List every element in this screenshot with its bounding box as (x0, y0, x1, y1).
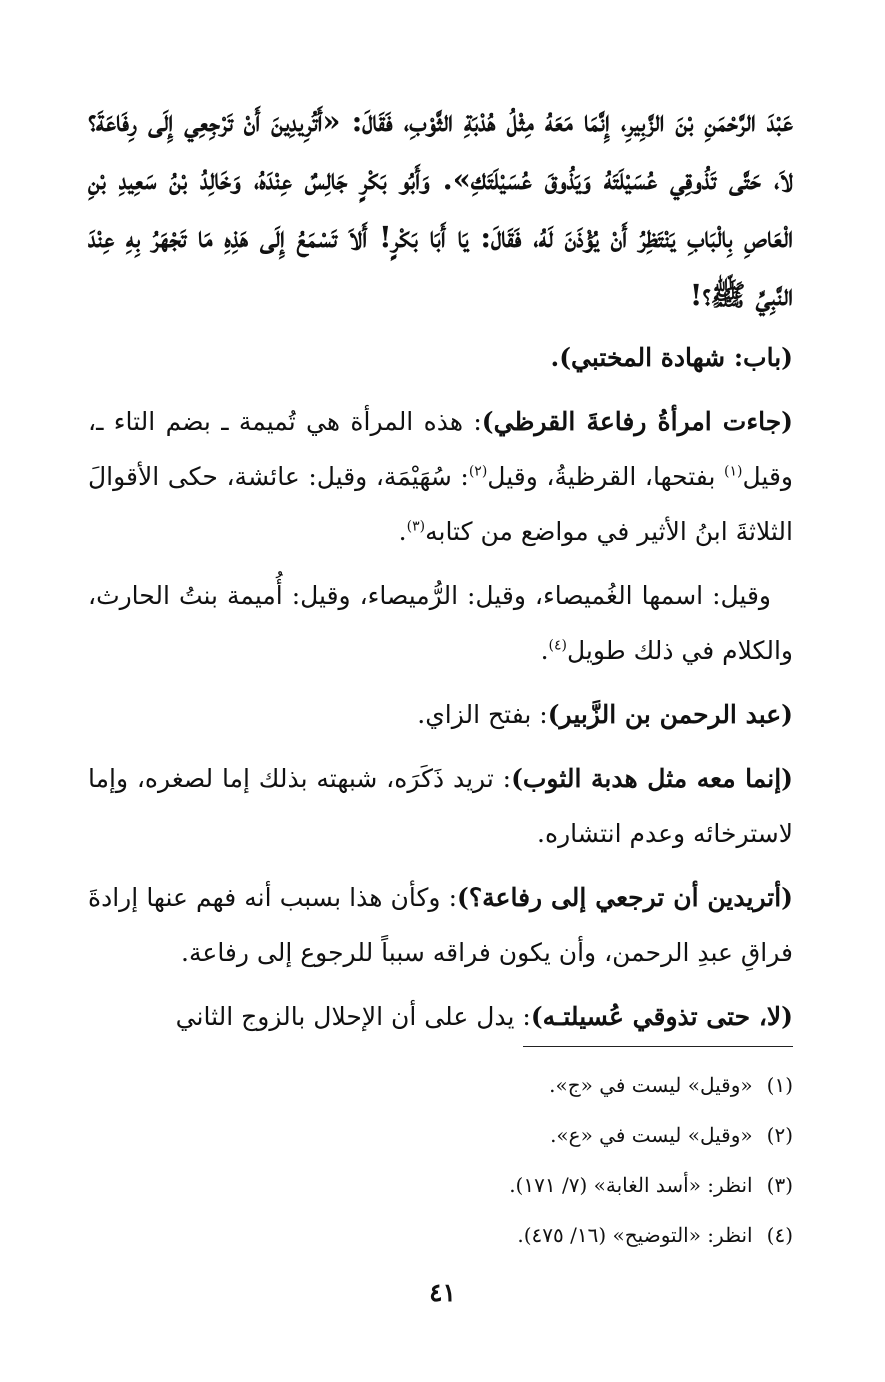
commentary-text: . (398, 517, 407, 546)
hadith-text (88, 92, 793, 324)
footnote-ref[interactable]: (٣) (406, 518, 426, 535)
commentary-paragraph (88, 870, 793, 980)
commentary-lemma: (لا، حتى تذوقي عُسيلتـه) (530, 1002, 793, 1031)
commentary-lemma: (إنما معه مثل هدبة الثوب) (511, 764, 793, 793)
commentary-lemma: (جاءت امرأةُ رفاعةَ القرظي) (481, 407, 793, 436)
commentary-text: وقيل: اسمها الغُميصاء، وقيل: الرُّميصاء، وقيل: أُميمة بنتُ الحارث، والكلام في ذلك طويل (88, 581, 793, 665)
footnote (88, 1210, 793, 1260)
footnotes (88, 1060, 793, 1260)
commentary-text: : يدل على أن الإحلال بالزوج الثاني (175, 1002, 531, 1031)
commentary-lemma: (أتريدين أن ترجعي إلى رفاعة؟) (457, 883, 793, 912)
footnote (88, 1160, 793, 1210)
footnote-number: (١) (766, 1073, 793, 1097)
commentary-text: : هذه المرأة هي تُميمة ـ بضم التاء ـ، وقيل (88, 407, 793, 491)
commentary-paragraph (88, 394, 793, 559)
commentary-text: . (540, 636, 549, 665)
footnote-text: «وقيل» ليست في «ع». (550, 1123, 753, 1147)
commentary-paragraph (88, 751, 793, 861)
footnote-ref[interactable]: (٤) (548, 637, 567, 654)
commentary-lemma: (باب: شهادة المختبي). (550, 343, 793, 372)
commentary (88, 330, 793, 1053)
footnote-number: (٣) (766, 1173, 793, 1197)
hadith-text-content: عَبْدَ الرَّحْمَنِ بْنَ الزَّبِيرِ، إِنَّمَا مَعَهُ مِثْلُ هُدْبَةِ الثَّوْبِ، فَقَالَ: «أَتُرِيدِينَ أَنْ تَرْجِعِي إِلَى رِفَاعَةَ؟ لاَ، حَتَّى تَذُوقِي عُسَيْلَتَهُ وَيَذُوقَ عُسَيْلَتَكِ». وَأَبُو بَكْرٍ جَالِسٌ عِنْدَهُ، وَخَالِدُ بْنُ سَعِيدِ بْنِ الْعَاصِ بِالْبَابِ يَنْتَظِرُ أَنْ يُؤْذَنَ لَهُ، فَقَالَ: يَا أَبَا بَكْرٍ! أَلاَ تَسْمَعُ إِلَى هَذِهِ مَا تَجْهَرُ بِهِ عِنْدَ النَّبِيِّ ﷺ؟! (88, 104, 793, 312)
commentary-paragraph (88, 687, 793, 742)
page-number: ٤١ (429, 1278, 456, 1307)
footnote-text: انظر: «التوضيح» (١٦/ ٤٧٥). (517, 1223, 753, 1247)
commentary-paragraph (88, 568, 793, 678)
footnote-ref[interactable]: (٢) (468, 463, 488, 480)
footnote (88, 1060, 793, 1110)
commentary-text: : وكأن هذا بسبب أنه فهم عنها إرادةَ فراقِ عبدِ الرحمن، وأن يكون فراقه سبباً للرجوع إلى رفاعة. (88, 883, 793, 967)
footnote-number: (٢) (766, 1123, 793, 1147)
commentary-text: بفتحها، القرظيةُ، وقيل (487, 462, 725, 491)
commentary-lemma: (عبد الرحمن بن الزَّبير) (547, 700, 793, 729)
commentary-text: : تريد ذَكَرَه، شبهته بذلك إما لصغره، وإما لاسترخائه وعدم انتشاره. (88, 764, 793, 848)
footnote (88, 1110, 793, 1160)
footnote-ref[interactable]: (١) (724, 463, 743, 480)
commentary-paragraph (88, 989, 793, 1044)
footnote-text: انظر: «أسد الغابة» (٧/ ١٧١). (509, 1173, 753, 1197)
commentary-text: : سُهَيْمَة، وقيل: عائشة، حكى الأقوالَ الثلاثةَ ابنُ الأثير في مواضع من كتابه (88, 462, 793, 546)
footnote-divider (523, 1046, 793, 1047)
footnote-number: (٤) (766, 1223, 793, 1247)
footnote-text: «وقيل» ليست في «ج». (549, 1073, 753, 1097)
commentary-text: : بفتح الزاي. (417, 700, 548, 729)
commentary-paragraph (88, 330, 793, 385)
